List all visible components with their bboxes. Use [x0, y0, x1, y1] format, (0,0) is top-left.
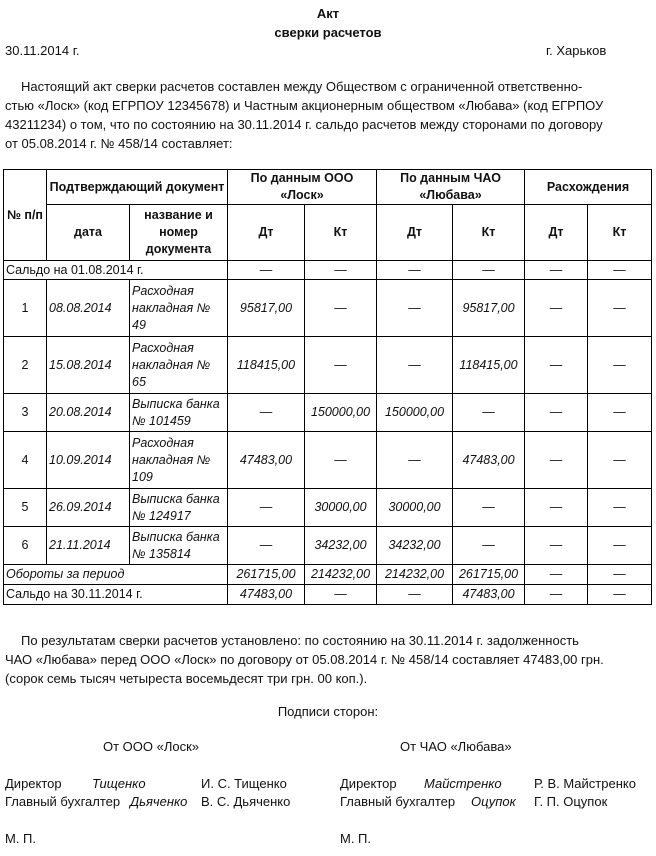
- table-cell: 261715,00: [453, 565, 525, 585]
- row-losk-kt: 34232,00: [305, 527, 377, 565]
- header-dt: Дт: [525, 205, 588, 261]
- table-cell: —: [377, 261, 453, 280]
- table-cell: —: [377, 585, 453, 605]
- table-cell: 47483,00: [228, 585, 305, 605]
- signatures-title: Подписи сторон:: [277, 704, 379, 719]
- row-diff-kt: —: [588, 280, 652, 337]
- row-number: 2: [4, 337, 47, 394]
- table-cell: —: [453, 261, 525, 280]
- header-kt: Кт: [305, 205, 377, 261]
- table-cell: —: [525, 261, 588, 280]
- table-row: [4, 394, 652, 432]
- header-losk: По данным ООО «Лоск»: [228, 170, 377, 205]
- row-number: 1: [4, 280, 47, 337]
- table-cell: —: [525, 585, 588, 605]
- table-cell: —: [525, 565, 588, 585]
- left-signature-director: Тищенко: [92, 776, 146, 791]
- row-lyubava-kt: 47483,00: [453, 432, 525, 489]
- left-role-director: Директор: [5, 776, 62, 791]
- row-document: Выписка банка № 135814: [130, 527, 228, 565]
- row-lyubava-dt: —: [377, 432, 453, 489]
- row-lyubava-dt: —: [377, 280, 453, 337]
- stamp-left: М. П.: [5, 831, 37, 846]
- header-dt: Дт: [377, 205, 453, 261]
- table-row: [4, 489, 652, 527]
- row-diff-dt: —: [525, 394, 588, 432]
- row-date: 20.08.2014: [47, 394, 130, 432]
- row-lyubava-dt: 30000,00: [377, 489, 453, 527]
- table-cell: 261715,00: [228, 565, 305, 585]
- row-diff-kt: —: [588, 527, 652, 565]
- table-cell: —: [588, 261, 652, 280]
- row-diff-kt: —: [588, 337, 652, 394]
- result-line: (сорок семь тысяч четыреста восемьдесят три грн. 00 коп.).: [5, 671, 368, 686]
- table-cell: —: [305, 585, 377, 605]
- header-docname: название и номер документа: [130, 205, 228, 261]
- left-signature-accountant: Дьяченко: [130, 794, 188, 809]
- header-kt: Кт: [453, 205, 525, 261]
- doc-title: Акт: [316, 6, 340, 21]
- row-lyubava-kt: —: [453, 489, 525, 527]
- row-number: 4: [4, 432, 47, 489]
- right-signature-accountant: Оцупок: [471, 794, 516, 809]
- row-number: 3: [4, 394, 47, 432]
- row-losk-dt: —: [228, 489, 305, 527]
- row-document: Выписка банка № 101459: [130, 394, 228, 432]
- table-row: [4, 337, 652, 394]
- result-paragraph: [5, 631, 651, 688]
- turnover-row: [4, 565, 652, 585]
- row-document: Расходная накладная № 109: [130, 432, 228, 489]
- table-row: [4, 432, 652, 489]
- row-lyubava-kt: —: [453, 394, 525, 432]
- stamp-right: М. П.: [340, 831, 372, 846]
- doc-date: 30.11.2014 г.: [5, 43, 80, 58]
- row-number: 5: [4, 489, 47, 527]
- doc-city: г. Харьков: [546, 43, 607, 58]
- row-lyubava-dt: 150000,00: [377, 394, 453, 432]
- row-document: Расходная накладная № 49: [130, 280, 228, 337]
- header-doc: Подтверждающий документ: [47, 170, 228, 205]
- header-diff: Расхождения: [525, 170, 652, 205]
- row-diff-kt: —: [588, 394, 652, 432]
- row-lyubava-dt: 34232,00: [377, 527, 453, 565]
- right-role-director: Директор: [340, 776, 397, 791]
- left-role-accountant: Главный бухгалтер: [5, 794, 121, 809]
- row-diff-dt: —: [525, 527, 588, 565]
- row-losk-kt: 30000,00: [305, 489, 377, 527]
- row-losk-kt: —: [305, 432, 377, 489]
- row-date: 08.08.2014: [47, 280, 130, 337]
- saldo-end-row: [4, 585, 652, 605]
- right-name-director: Р. В. Майстренко: [534, 776, 636, 791]
- table-cell: 214232,00: [377, 565, 453, 585]
- row-diff-dt: —: [525, 432, 588, 489]
- right-name-accountant: Г. П. Оцупок: [534, 794, 608, 809]
- header-dt: Дт: [228, 205, 305, 261]
- table-cell: —: [228, 261, 305, 280]
- party-left: От ООО «Лоск»: [103, 739, 200, 754]
- row-date: 10.09.2014: [47, 432, 130, 489]
- intro-line: стью «Лоск» (код ЕГРПОУ 12345678) и Частным акционерным обществом «Любава» (код ЕГРПОУ: [5, 98, 604, 113]
- table-cell: —: [305, 261, 377, 280]
- intro-line: от 05.08.2014 г. № 458/14 составляет:: [5, 136, 233, 151]
- row-date: 15.08.2014: [47, 337, 130, 394]
- table-cell: 214232,00: [305, 565, 377, 585]
- row-document: Расходная накладная № 65: [130, 337, 228, 394]
- row-losk-dt: —: [228, 394, 305, 432]
- table-cell: —: [588, 585, 652, 605]
- reconciliation-table: [3, 169, 652, 605]
- row-diff-dt: —: [525, 337, 588, 394]
- left-name-director: И. С. Тищенко: [201, 776, 287, 791]
- table-cell: —: [588, 565, 652, 585]
- saldo-start-label: Сальдо на 01.08.2014 г.: [4, 261, 228, 280]
- doc-subtitle: сверки расчетов: [274, 25, 382, 40]
- row-date: 26.09.2014: [47, 489, 130, 527]
- row-lyubava-kt: 118415,00: [453, 337, 525, 394]
- intro-line: 43211234) о том, что по состоянию на 30.11.2014 г. сальдо расчетов между сторонами по договору: [5, 117, 603, 132]
- result-line: По результатам сверки расчетов установлено: по состоянию на 30.11.2014 г. задолженность: [21, 633, 579, 648]
- row-diff-kt: —: [588, 432, 652, 489]
- row-lyubava-kt: —: [453, 527, 525, 565]
- row-diff-kt: —: [588, 489, 652, 527]
- party-right: От ЧАО «Любава»: [400, 739, 512, 754]
- right-role-accountant: Главный бухгалтер: [340, 794, 456, 809]
- row-losk-dt: 95817,00: [228, 280, 305, 337]
- row-losk-dt: 47483,00: [228, 432, 305, 489]
- row-number: 6: [4, 527, 47, 565]
- table-row: [4, 280, 652, 337]
- saldo-end-label: Сальдо на 30.11.2014 г.: [4, 585, 228, 605]
- intro-paragraph: [5, 77, 651, 153]
- left-name-accountant: В. С. Дьяченко: [201, 794, 291, 809]
- header-num: № п/п: [4, 170, 47, 261]
- header-kt: Кт: [588, 205, 652, 261]
- row-lyubava-kt: 95817,00: [453, 280, 525, 337]
- row-losk-kt: —: [305, 280, 377, 337]
- row-losk-dt: —: [228, 527, 305, 565]
- saldo-start-row: [4, 261, 652, 280]
- result-line: ЧАО «Любава» перед ООО «Лоск» по договору от 05.08.2014 г. № 458/14 составляет 47483,00 грн.: [5, 652, 604, 667]
- row-lyubava-dt: —: [377, 337, 453, 394]
- row-diff-dt: —: [525, 489, 588, 527]
- header-date: дата: [47, 205, 130, 261]
- table-cell: 47483,00: [453, 585, 525, 605]
- table-row: [4, 527, 652, 565]
- row-losk-kt: —: [305, 337, 377, 394]
- turnover-label: Обороты за период: [4, 565, 228, 585]
- header-lyubava: По данным ЧАО «Любава»: [377, 170, 525, 205]
- right-signature-director: Майстренко: [424, 776, 502, 791]
- row-losk-dt: 118415,00: [228, 337, 305, 394]
- intro-line: Настоящий акт сверки расчетов составлен между Обществом с ограниченной ответственно-: [21, 79, 583, 94]
- row-losk-kt: 150000,00: [305, 394, 377, 432]
- row-document: Выписка банка № 124917: [130, 489, 228, 527]
- row-date: 21.11.2014: [47, 527, 130, 565]
- row-diff-dt: —: [525, 280, 588, 337]
